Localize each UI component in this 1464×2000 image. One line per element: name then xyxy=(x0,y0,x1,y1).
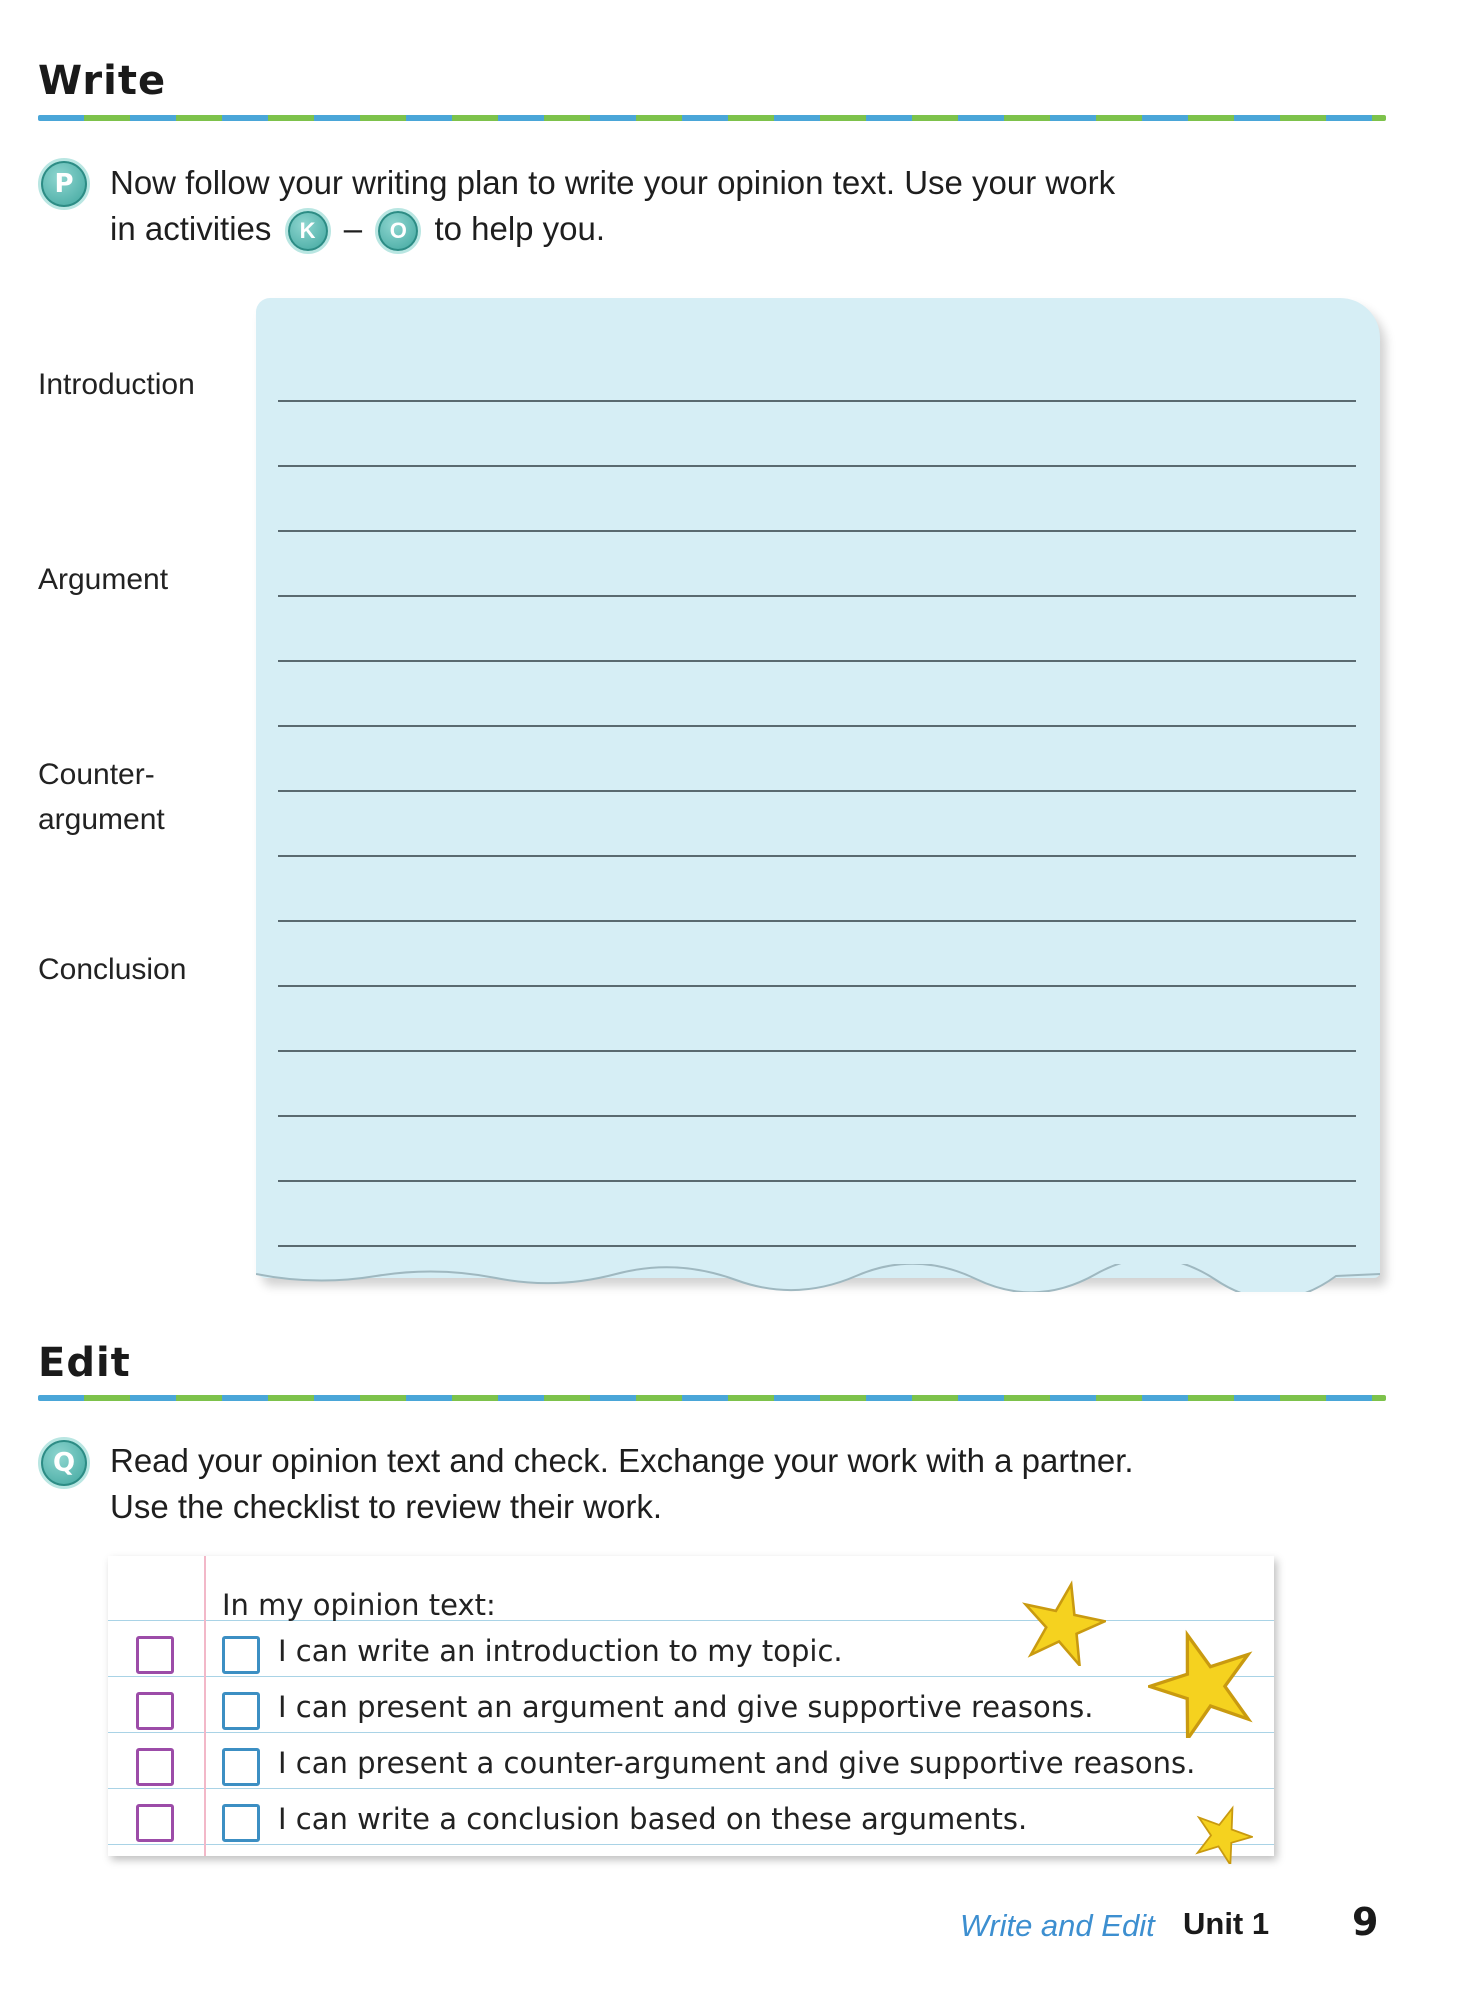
writing-line[interactable] xyxy=(278,660,1356,662)
writing-line[interactable] xyxy=(278,855,1356,857)
activity-q-instruction xyxy=(110,1438,1350,1530)
checklist-row xyxy=(108,1740,1274,1796)
writing-area[interactable] xyxy=(256,298,1380,1278)
self-checkbox[interactable] xyxy=(222,1636,260,1674)
writing-line[interactable] xyxy=(278,920,1356,922)
activity-p-line2-post: to help you. xyxy=(434,210,606,247)
checklist-item-text: I can write a conclusion based on these arguments. xyxy=(278,1802,1028,1836)
activity-q-line1: Read your opinion text and check. Exchange your work with a partner. xyxy=(110,1442,1134,1479)
checklist-intro: In my opinion text: xyxy=(222,1588,496,1622)
checklist-row xyxy=(108,1796,1274,1852)
writing-line[interactable] xyxy=(278,725,1356,727)
partner-checkbox[interactable] xyxy=(136,1748,174,1786)
writing-line[interactable] xyxy=(278,400,1356,402)
edit-heading: Edit xyxy=(38,1340,131,1386)
star-icon xyxy=(1148,1628,1258,1738)
writing-line[interactable] xyxy=(278,985,1356,987)
star-icon xyxy=(1193,1804,1253,1864)
self-checkbox[interactable] xyxy=(222,1748,260,1786)
partner-checkbox[interactable] xyxy=(136,1692,174,1730)
activity-p-instruction xyxy=(110,160,1350,254)
label-introduction: Introduction xyxy=(38,368,195,401)
checklist-item-text: I can present an argument and give supportive reasons. xyxy=(278,1690,1094,1724)
activity-p-badge: P xyxy=(38,158,90,210)
label-counter-line2: argument xyxy=(38,803,165,836)
writing-line[interactable] xyxy=(278,530,1356,532)
activity-q-line2: Use the checklist to review their work. xyxy=(110,1488,663,1525)
writing-line[interactable] xyxy=(278,1245,1356,1247)
writing-line[interactable] xyxy=(278,1115,1356,1117)
edit-heading-rule xyxy=(38,1395,1386,1401)
partner-checkbox[interactable] xyxy=(136,1804,174,1842)
writing-line[interactable] xyxy=(278,790,1356,792)
page-number: 9 xyxy=(1352,1900,1379,1944)
label-counter-argument xyxy=(38,752,165,842)
activity-q-badge: Q xyxy=(38,1437,90,1489)
star-icon xyxy=(1020,1580,1106,1666)
activity-p-line1: Now follow your writing plan to write your opinion text. Use your work xyxy=(110,164,1116,201)
self-checkbox[interactable] xyxy=(222,1692,260,1730)
partner-checkbox[interactable] xyxy=(136,1636,174,1674)
label-conclusion: Conclusion xyxy=(38,953,187,986)
activity-o-badge: O xyxy=(375,208,421,254)
self-checkbox[interactable] xyxy=(222,1804,260,1842)
torn-edge xyxy=(256,1264,1380,1292)
writing-line[interactable] xyxy=(278,1050,1356,1052)
activity-p-line2 xyxy=(110,206,1350,254)
write-heading-rule xyxy=(38,115,1386,121)
activity-k-badge: K xyxy=(285,208,331,254)
writing-line[interactable] xyxy=(278,465,1356,467)
writing-line[interactable] xyxy=(278,595,1356,597)
activity-range-dash: – xyxy=(343,210,363,247)
checklist-card xyxy=(108,1556,1274,1856)
label-argument: Argument xyxy=(38,563,169,596)
footer-unit: Unit 1 xyxy=(1183,1906,1270,1941)
footer-section-name: Write and Edit xyxy=(960,1908,1155,1943)
label-counter-line1: Counter- xyxy=(38,758,155,791)
checklist-row xyxy=(108,1684,1274,1740)
writing-line[interactable] xyxy=(278,1180,1356,1182)
checklist-item-text: I can present a counter-argument and give supportive reasons. xyxy=(278,1746,1196,1780)
write-heading: Write xyxy=(38,58,167,104)
checklist-item-text: I can write an introduction to my topic. xyxy=(278,1634,843,1668)
activity-p-line2-pre: in activities xyxy=(110,210,272,247)
